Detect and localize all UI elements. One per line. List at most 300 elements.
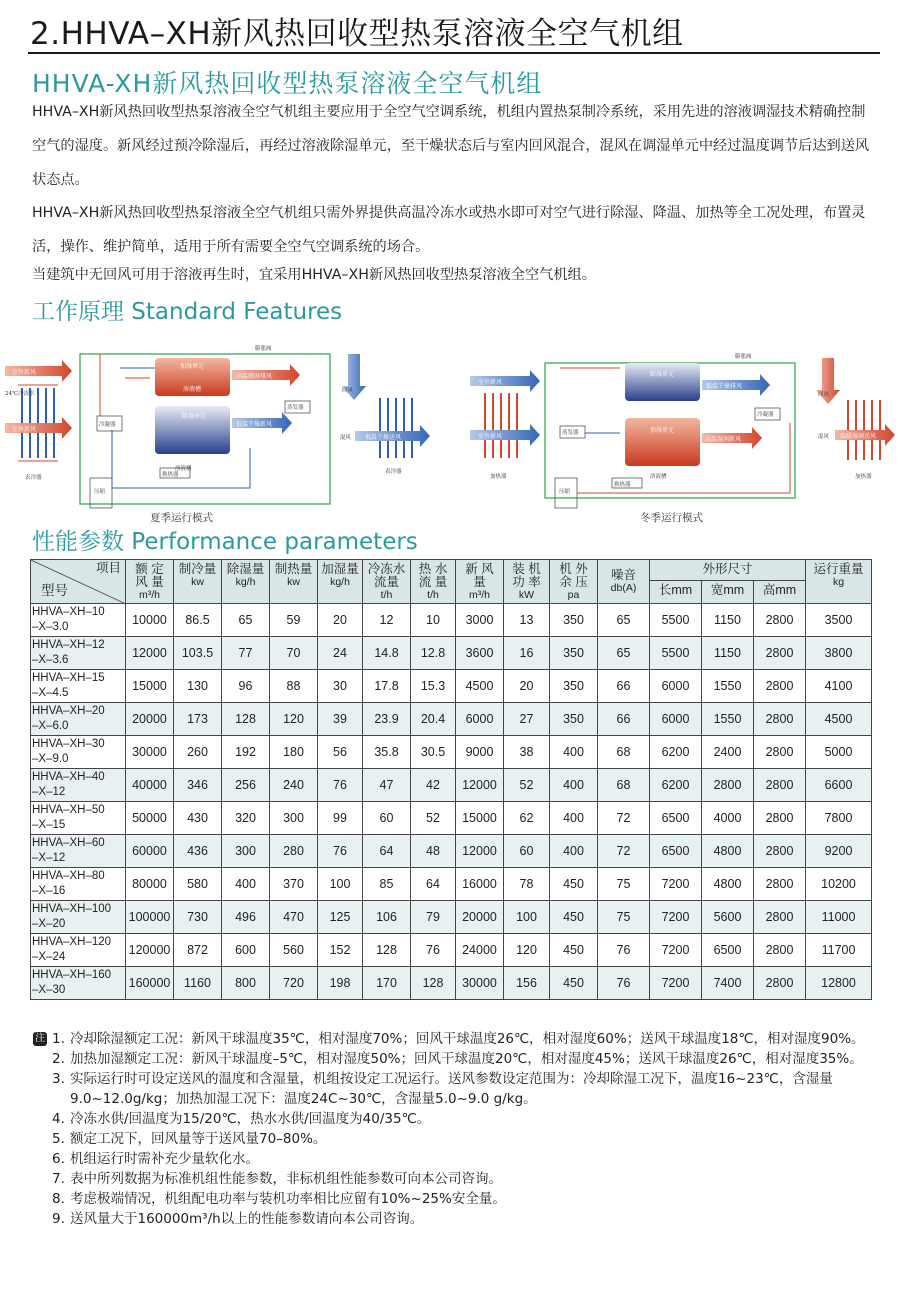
table-cell: 4800 <box>702 835 754 868</box>
table-row <box>31 901 872 934</box>
table-cell: 350 <box>550 637 598 670</box>
svg-text:换热器: 换热器 <box>614 482 631 488</box>
table-cell: 400 <box>550 802 598 835</box>
table-cell: 60 <box>363 802 411 835</box>
svg-text:室外新风: 室外新风 <box>12 426 37 433</box>
table-cell: 7200 <box>650 934 702 967</box>
model-cell: HHVA–XH–15 –X–4.5 <box>31 670 126 703</box>
table-cell: 78 <box>504 868 550 901</box>
table-cell: 11700 <box>806 934 872 967</box>
note-number: 9. <box>52 1211 65 1227</box>
table-cell: 120000 <box>126 934 174 967</box>
table-cell: 76 <box>318 769 363 802</box>
table-cell: 128 <box>363 934 411 967</box>
table-cell: 4500 <box>806 703 872 736</box>
table-cell: 35.8 <box>363 736 411 769</box>
table-cell: 20 <box>504 670 550 703</box>
table-cell: 2800 <box>754 901 806 934</box>
table-cell: 436 <box>174 835 222 868</box>
table-cell: 400 <box>550 736 598 769</box>
table-cell: 96 <box>222 670 270 703</box>
note-text: 加热加湿额定工况：新风干球温度–5℃，相对湿度50%；回风干球温度20℃，相对湿度45%；送风干球温度26℃，相对湿度35%。 <box>70 1051 863 1067</box>
table-cell: 72 <box>598 802 650 835</box>
model-cell: HHVA–XH–50 –X–15 <box>31 802 126 835</box>
table-cell: 400 <box>222 868 270 901</box>
model-cell: HHVA–XH–12 –X–3.6 <box>31 637 126 670</box>
note-item <box>30 1109 880 1129</box>
table-cell: 2800 <box>754 967 806 1000</box>
table-cell: 130 <box>174 670 222 703</box>
table-cell: 79 <box>411 901 456 934</box>
table-cell: 256 <box>222 769 270 802</box>
table-cell: 192 <box>222 736 270 769</box>
table-cell: 20.4 <box>411 703 456 736</box>
model-cell: HHVA–XH–160 –X–30 <box>31 967 126 1000</box>
summer-diagram <box>5 344 430 524</box>
note-number: 7. <box>52 1171 65 1187</box>
table-cell: 450 <box>550 934 598 967</box>
table-cell: 76 <box>411 934 456 967</box>
note-number: 3. <box>52 1071 65 1087</box>
svg-text:加热器: 加热器 <box>490 474 507 480</box>
table-cell: 6000 <box>456 703 504 736</box>
table-cell: 2800 <box>754 868 806 901</box>
table-cell: 240 <box>270 769 318 802</box>
model-cell: HHVA–XH–40 –X–12 <box>31 769 126 802</box>
svg-text:低温干燥新风: 低温干燥新风 <box>236 421 273 428</box>
table-cell: 24 <box>318 637 363 670</box>
note-number: 1. <box>52 1031 65 1047</box>
note-item <box>30 1209 880 1229</box>
svg-text:温暖湿润送风: 温暖湿润送风 <box>840 433 877 440</box>
table-cell: 86.5 <box>174 604 222 637</box>
table-cell: 280 <box>270 835 318 868</box>
col-power: 装 机 功 率 kW <box>504 560 550 604</box>
table-cell: 76 <box>598 934 650 967</box>
table-cell: 65 <box>598 637 650 670</box>
svg-text:表冷器: 表冷器 <box>385 469 402 475</box>
note-text: 机组运行时需补充少量软化水。 <box>70 1151 259 1167</box>
table-cell: 100 <box>504 901 550 934</box>
table-cell: 170 <box>363 967 411 1000</box>
table-cell: 75 <box>598 868 650 901</box>
table-cell: 103.5 <box>174 637 222 670</box>
table-cell: 15000 <box>126 670 174 703</box>
table-cell: 30000 <box>126 736 174 769</box>
table-cell: 10000 <box>126 604 174 637</box>
table-cell: 10200 <box>806 868 872 901</box>
note-item <box>30 1049 880 1069</box>
table-cell: 7400 <box>702 967 754 1000</box>
table-cell: 12 <box>363 604 411 637</box>
table-row <box>31 736 872 769</box>
svg-text:加湿单元: 加湿单元 <box>180 363 205 370</box>
col-pressure: 机 外 余 压 pa <box>550 560 598 604</box>
table-cell: 1550 <box>702 703 754 736</box>
table-cell: 20000 <box>126 703 174 736</box>
table-cell: 99 <box>318 802 363 835</box>
table-cell: 9200 <box>806 835 872 868</box>
principle-diagram <box>0 338 900 526</box>
note-text: 送风量大于160000m³/h以上的性能参数请向本公司咨询。 <box>70 1211 424 1227</box>
table-cell: 1150 <box>702 637 754 670</box>
model-cell: HHVA–XH–80 –X–16 <box>31 868 126 901</box>
table-cell: 400 <box>550 835 598 868</box>
table-cell: 6200 <box>650 769 702 802</box>
header-model-item <box>31 560 126 604</box>
table-cell: 52 <box>411 802 456 835</box>
table-cell: 156 <box>504 967 550 1000</box>
table-cell: 2400 <box>702 736 754 769</box>
svg-text:冷凝器: 冷凝器 <box>99 422 116 428</box>
col-weight: 运行重量 kg <box>806 560 872 604</box>
note-text: 考虑极端情况，机组配电功率与装机功率相比应留有10%~25%安全量。 <box>70 1191 506 1207</box>
svg-text:加湿单元: 加湿单元 <box>650 427 675 434</box>
table-cell: 38 <box>504 736 550 769</box>
table-cell: 198 <box>318 967 363 1000</box>
svg-text:高温湿润新风: 高温湿润新风 <box>705 436 742 443</box>
svg-text:膨胀阀: 膨胀阀 <box>255 346 272 352</box>
note-text: 额定工况下，回风量等于送风量70–80%。 <box>70 1131 327 1147</box>
table-cell: 3600 <box>456 637 504 670</box>
svg-text:膨胀阀: 膨胀阀 <box>735 354 752 360</box>
table-cell: 800 <box>222 967 270 1000</box>
col-noise: 噪音 db(A) <box>598 560 650 604</box>
table-cell: 3000 <box>456 604 504 637</box>
table-cell: 6000 <box>650 670 702 703</box>
table-cell: 56 <box>318 736 363 769</box>
table-cell: 7200 <box>650 967 702 1000</box>
svg-text:低温干燥送风: 低温干燥送风 <box>365 434 402 441</box>
table-cell: 80000 <box>126 868 174 901</box>
table-cell: 4800 <box>702 868 754 901</box>
table-cell: 400 <box>550 769 598 802</box>
table-cell: 7800 <box>806 802 872 835</box>
svg-text:溶液槽: 溶液槽 <box>650 474 667 480</box>
table-row <box>31 802 872 835</box>
table-cell: 13 <box>504 604 550 637</box>
table-cell: 430 <box>174 802 222 835</box>
svg-text:溶液槽: 溶液槽 <box>183 386 202 393</box>
table-cell: 1160 <box>174 967 222 1000</box>
table-cell: 5500 <box>650 637 702 670</box>
table-cell: 128 <box>411 967 456 1000</box>
table-cell: 39 <box>318 703 363 736</box>
svg-text:除湿单元: 除湿单元 <box>650 371 675 378</box>
note-item <box>30 1129 880 1149</box>
svg-text:回风: 回风 <box>818 392 830 398</box>
page-title: 2.HHVA–XH新风热回收型热泵溶液全空气机组 <box>30 16 684 52</box>
winter-diagram <box>470 352 895 524</box>
notes <box>30 1029 880 1229</box>
table-cell: 15.3 <box>411 670 456 703</box>
table-cell: 496 <box>222 901 270 934</box>
table-cell: 62 <box>504 802 550 835</box>
table-row <box>31 703 872 736</box>
notes-list <box>30 1029 880 1229</box>
table-cell: 260 <box>174 736 222 769</box>
table-cell: 65 <box>598 604 650 637</box>
table-cell: 14.8 <box>363 637 411 670</box>
col-chw: 冷冻水 流量 t/h <box>363 560 411 604</box>
table-cell: 20 <box>318 604 363 637</box>
table-cell: 75 <box>598 901 650 934</box>
header-model: 型号 <box>41 583 68 598</box>
table-cell: 2800 <box>754 736 806 769</box>
table-cell: 7200 <box>650 901 702 934</box>
table-cell: 20000 <box>456 901 504 934</box>
svg-text:压缩: 压缩 <box>94 489 106 495</box>
svg-text:压缩: 压缩 <box>559 489 571 495</box>
table-cell: 16 <box>504 637 550 670</box>
svg-text:高温潮湿排风: 高温潮湿排风 <box>236 373 273 380</box>
note-number: 2. <box>52 1051 65 1067</box>
table-cell: 1150 <box>702 604 754 637</box>
table-cell: 60 <box>504 835 550 868</box>
table-cell: 160000 <box>126 967 174 1000</box>
table-cell: 370 <box>270 868 318 901</box>
table-cell: 30.5 <box>411 736 456 769</box>
table-cell: 12000 <box>456 835 504 868</box>
table-cell: 15000 <box>456 802 504 835</box>
svg-text:蒸发器: 蒸发器 <box>287 405 304 411</box>
table-cell: 60000 <box>126 835 174 868</box>
table-cell: 77 <box>222 637 270 670</box>
principle-heading: 工作原理 Standard Features <box>32 299 343 325</box>
table-cell: 40000 <box>126 769 174 802</box>
table-cell: 66 <box>598 670 650 703</box>
notes-badge: 注 <box>35 1033 45 1044</box>
table-cell: 470 <box>270 901 318 934</box>
table-cell: 128 <box>222 703 270 736</box>
table-cell: 1550 <box>702 670 754 703</box>
table-cell: 52 <box>504 769 550 802</box>
note-item <box>30 1029 880 1049</box>
table-cell: 3500 <box>806 604 872 637</box>
table-cell: 450 <box>550 967 598 1000</box>
table-cell: 85 <box>363 868 411 901</box>
table-cell: 346 <box>174 769 222 802</box>
table-cell: 2800 <box>754 670 806 703</box>
table-cell: 16000 <box>456 868 504 901</box>
header-item: 项目 <box>95 561 121 575</box>
section-subtitle: HHVA-XH新风热回收型热泵溶液全空气机组 <box>32 69 543 98</box>
svg-text:混风: 混风 <box>340 435 352 441</box>
table-cell: 180 <box>270 736 318 769</box>
model-cell: HHVA–XH–120 –X–24 <box>31 934 126 967</box>
table-cell: 23.9 <box>363 703 411 736</box>
col-humid: 加湿量 kg/h <box>318 560 363 604</box>
table-cell: 68 <box>598 736 650 769</box>
svg-text:混风: 混风 <box>818 434 830 440</box>
model-cell: HHVA–XH–100 –X–20 <box>31 901 126 934</box>
table-cell: 70 <box>270 637 318 670</box>
table-cell: 12800 <box>806 967 872 1000</box>
model-cell: HHVA–XH–20 –X–6.0 <box>31 703 126 736</box>
table-cell: 6500 <box>650 802 702 835</box>
table-cell: 872 <box>174 934 222 967</box>
winter-caption: 冬季运行模式 <box>640 512 703 524</box>
table-cell: 300 <box>270 802 318 835</box>
svg-text:表冷器: 表冷器 <box>25 475 42 481</box>
table-cell: 106 <box>363 901 411 934</box>
table-cell: 12000 <box>126 637 174 670</box>
table-cell: 17.8 <box>363 670 411 703</box>
table-cell: 2800 <box>754 802 806 835</box>
col-cooling: 制冷量 kw <box>174 560 222 604</box>
svg-text:回风: 回风 <box>342 388 354 394</box>
col-width: 宽mm <box>702 581 754 604</box>
table-cell: 6600 <box>806 769 872 802</box>
table-cell: 100 <box>318 868 363 901</box>
note-text: 表中所列数据为标准机组性能参数，非标机组性能参数可向本公司咨询。 <box>70 1171 502 1187</box>
table-cell: 12000 <box>456 769 504 802</box>
table-cell: 42 <box>411 769 456 802</box>
table-cell: 6500 <box>650 835 702 868</box>
table-cell: 120 <box>270 703 318 736</box>
table-cell: 350 <box>550 604 598 637</box>
note-number: 6. <box>52 1151 65 1167</box>
svg-text:低温干燥排风: 低温干燥排风 <box>706 383 743 390</box>
table-cell: 9000 <box>456 736 504 769</box>
summer-caption: 夏季运行模式 <box>150 512 213 524</box>
svg-text:室外新风: 室外新风 <box>12 369 37 376</box>
table-cell: 27 <box>504 703 550 736</box>
table-cell: 125 <box>318 901 363 934</box>
table-cell: 2800 <box>754 835 806 868</box>
table-cell: 11000 <box>806 901 872 934</box>
table-cell: 12.8 <box>411 637 456 670</box>
col-freshair: 新 风 量 m³/h <box>456 560 504 604</box>
svg-text:蒸发器: 蒸发器 <box>562 430 579 436</box>
table-row <box>31 868 872 901</box>
table-row <box>31 967 872 1000</box>
table-cell: 7200 <box>650 868 702 901</box>
model-cell: HHVA–XH–60 –X–12 <box>31 835 126 868</box>
note-number: 5. <box>52 1131 65 1147</box>
title-divider <box>28 52 880 54</box>
svg-text:室外新风: 室外新风 <box>478 433 503 440</box>
table-cell: 88 <box>270 670 318 703</box>
intro-paragraph-2: HHVA–XH新风热回收型热泵溶液全空气机组只需外界提供高温冷冻水或热水即可对空气进行除湿、降温、加热等全工况处理，布置灵活，操作、维护简单，适用于所有需要全空气空调系统的场合。 <box>32 205 866 255</box>
table-row <box>31 769 872 802</box>
note-item <box>30 1189 880 1209</box>
table-cell: 6500 <box>702 934 754 967</box>
note-number: 8. <box>52 1191 65 1207</box>
table-cell: 560 <box>270 934 318 967</box>
table-cell: 47 <box>363 769 411 802</box>
col-length: 长mm <box>650 581 702 604</box>
note-item <box>30 1069 880 1109</box>
svg-text:室外新风: 室外新风 <box>478 379 503 386</box>
table-cell: 3800 <box>806 637 872 670</box>
table-cell: 68 <box>598 769 650 802</box>
note-number: 4. <box>52 1111 65 1127</box>
table-row <box>31 835 872 868</box>
table-cell: 6000 <box>650 703 702 736</box>
table-row <box>31 637 872 670</box>
table-row <box>31 934 872 967</box>
table-cell: 4100 <box>806 670 872 703</box>
table-cell: 66 <box>598 703 650 736</box>
col-height: 高mm <box>754 581 806 604</box>
table-cell: 730 <box>174 901 222 934</box>
table-cell: 76 <box>598 967 650 1000</box>
table-cell: 6200 <box>650 736 702 769</box>
table-cell: 30 <box>318 670 363 703</box>
intro-paragraph-3: 当建筑中无回风可用于溶液再生时，宜采用HHVA–XH新风热回收型热泵溶液全空气机组。 <box>32 267 596 283</box>
table-cell: 2800 <box>754 604 806 637</box>
table-cell: 5600 <box>702 901 754 934</box>
table-row <box>31 604 872 637</box>
table-cell: 59 <box>270 604 318 637</box>
table-cell: 64 <box>363 835 411 868</box>
table-cell: 24000 <box>456 934 504 967</box>
table-cell: 152 <box>318 934 363 967</box>
performance-table-body <box>31 604 872 1000</box>
svg-text:换热器: 换热器 <box>162 472 179 478</box>
table-cell: 450 <box>550 868 598 901</box>
table-cell: 320 <box>222 802 270 835</box>
table-cell: 300 <box>222 835 270 868</box>
performance-heading: 性能参数 Performance parameters <box>32 529 418 555</box>
table-cell: 720 <box>270 967 318 1000</box>
svg-text:24℃冷冻水: 24℃冷冻水 <box>5 391 35 397</box>
col-heating: 制热量 kw <box>270 560 318 604</box>
table-cell: 580 <box>174 868 222 901</box>
table-cell: 450 <box>550 901 598 934</box>
table-cell: 30000 <box>456 967 504 1000</box>
table-cell: 76 <box>318 835 363 868</box>
table-cell: 2800 <box>754 934 806 967</box>
table-cell: 65 <box>222 604 270 637</box>
model-cell: HHVA–XH–30 –X–9.0 <box>31 736 126 769</box>
table-cell: 5000 <box>806 736 872 769</box>
table-cell: 2800 <box>754 637 806 670</box>
table-cell: 5500 <box>650 604 702 637</box>
note-item <box>30 1149 880 1169</box>
table-cell: 10 <box>411 604 456 637</box>
performance-table <box>30 559 872 1000</box>
table-cell: 173 <box>174 703 222 736</box>
svg-text:冷凝器: 冷凝器 <box>757 412 774 418</box>
svg-text:溶液槽: 溶液槽 <box>175 466 192 472</box>
note-text: 冷冻水供/回温度为15/20℃，热水水供/回温度为40/35℃。 <box>70 1111 431 1127</box>
col-airflow: 额 定 风 量 m³/h <box>126 560 174 604</box>
table-cell: 64 <box>411 868 456 901</box>
table-cell: 100000 <box>126 901 174 934</box>
table-cell: 4000 <box>702 802 754 835</box>
table-cell: 120 <box>504 934 550 967</box>
note-text: 冷却除湿额定工况：新风干球温度35℃，相对湿度70%；回风干球温度26℃，相对湿度60%；送风干球温度18℃，相对湿度90%。 <box>70 1031 865 1047</box>
note-text: 实际运行时可设定送风的温度和含湿量，机组按设定工况运行。送风参数设定范围为：冷却除湿工况下，温度16~23℃，含湿量9.0~12.0g/kg；加热加湿工况下：温度24C~30℃，含湿量5.0~9.0 g/kg。 <box>70 1071 833 1107</box>
table-cell: 350 <box>550 670 598 703</box>
col-hw: 热 水 流 量 t/h <box>411 560 456 604</box>
intro-paragraph-1: HHVA–XH新风热回收型热泵溶液全空气机组主要应用于全空气空调系统，机组内置热泵制冷系统，采用先进的溶液调湿技术精确控制空气的湿度。新风经过预冷除湿后，再经过溶液除湿单元，至干燥状态后与室内回风混合，混风在调湿单元中经过温度调节后达到送风状态点。 <box>32 104 870 188</box>
col-dimensions: 外形尺寸 <box>650 560 806 581</box>
table-cell: 50000 <box>126 802 174 835</box>
table-cell: 4500 <box>456 670 504 703</box>
col-dehum: 除湿量 kg/h <box>222 560 270 604</box>
table-cell: 600 <box>222 934 270 967</box>
table-cell: 350 <box>550 703 598 736</box>
svg-text:除湿单元: 除湿单元 <box>182 413 207 420</box>
table-cell: 2800 <box>754 703 806 736</box>
table-cell: 2800 <box>702 769 754 802</box>
table-row <box>31 670 872 703</box>
note-item <box>30 1169 880 1189</box>
table-cell: 48 <box>411 835 456 868</box>
